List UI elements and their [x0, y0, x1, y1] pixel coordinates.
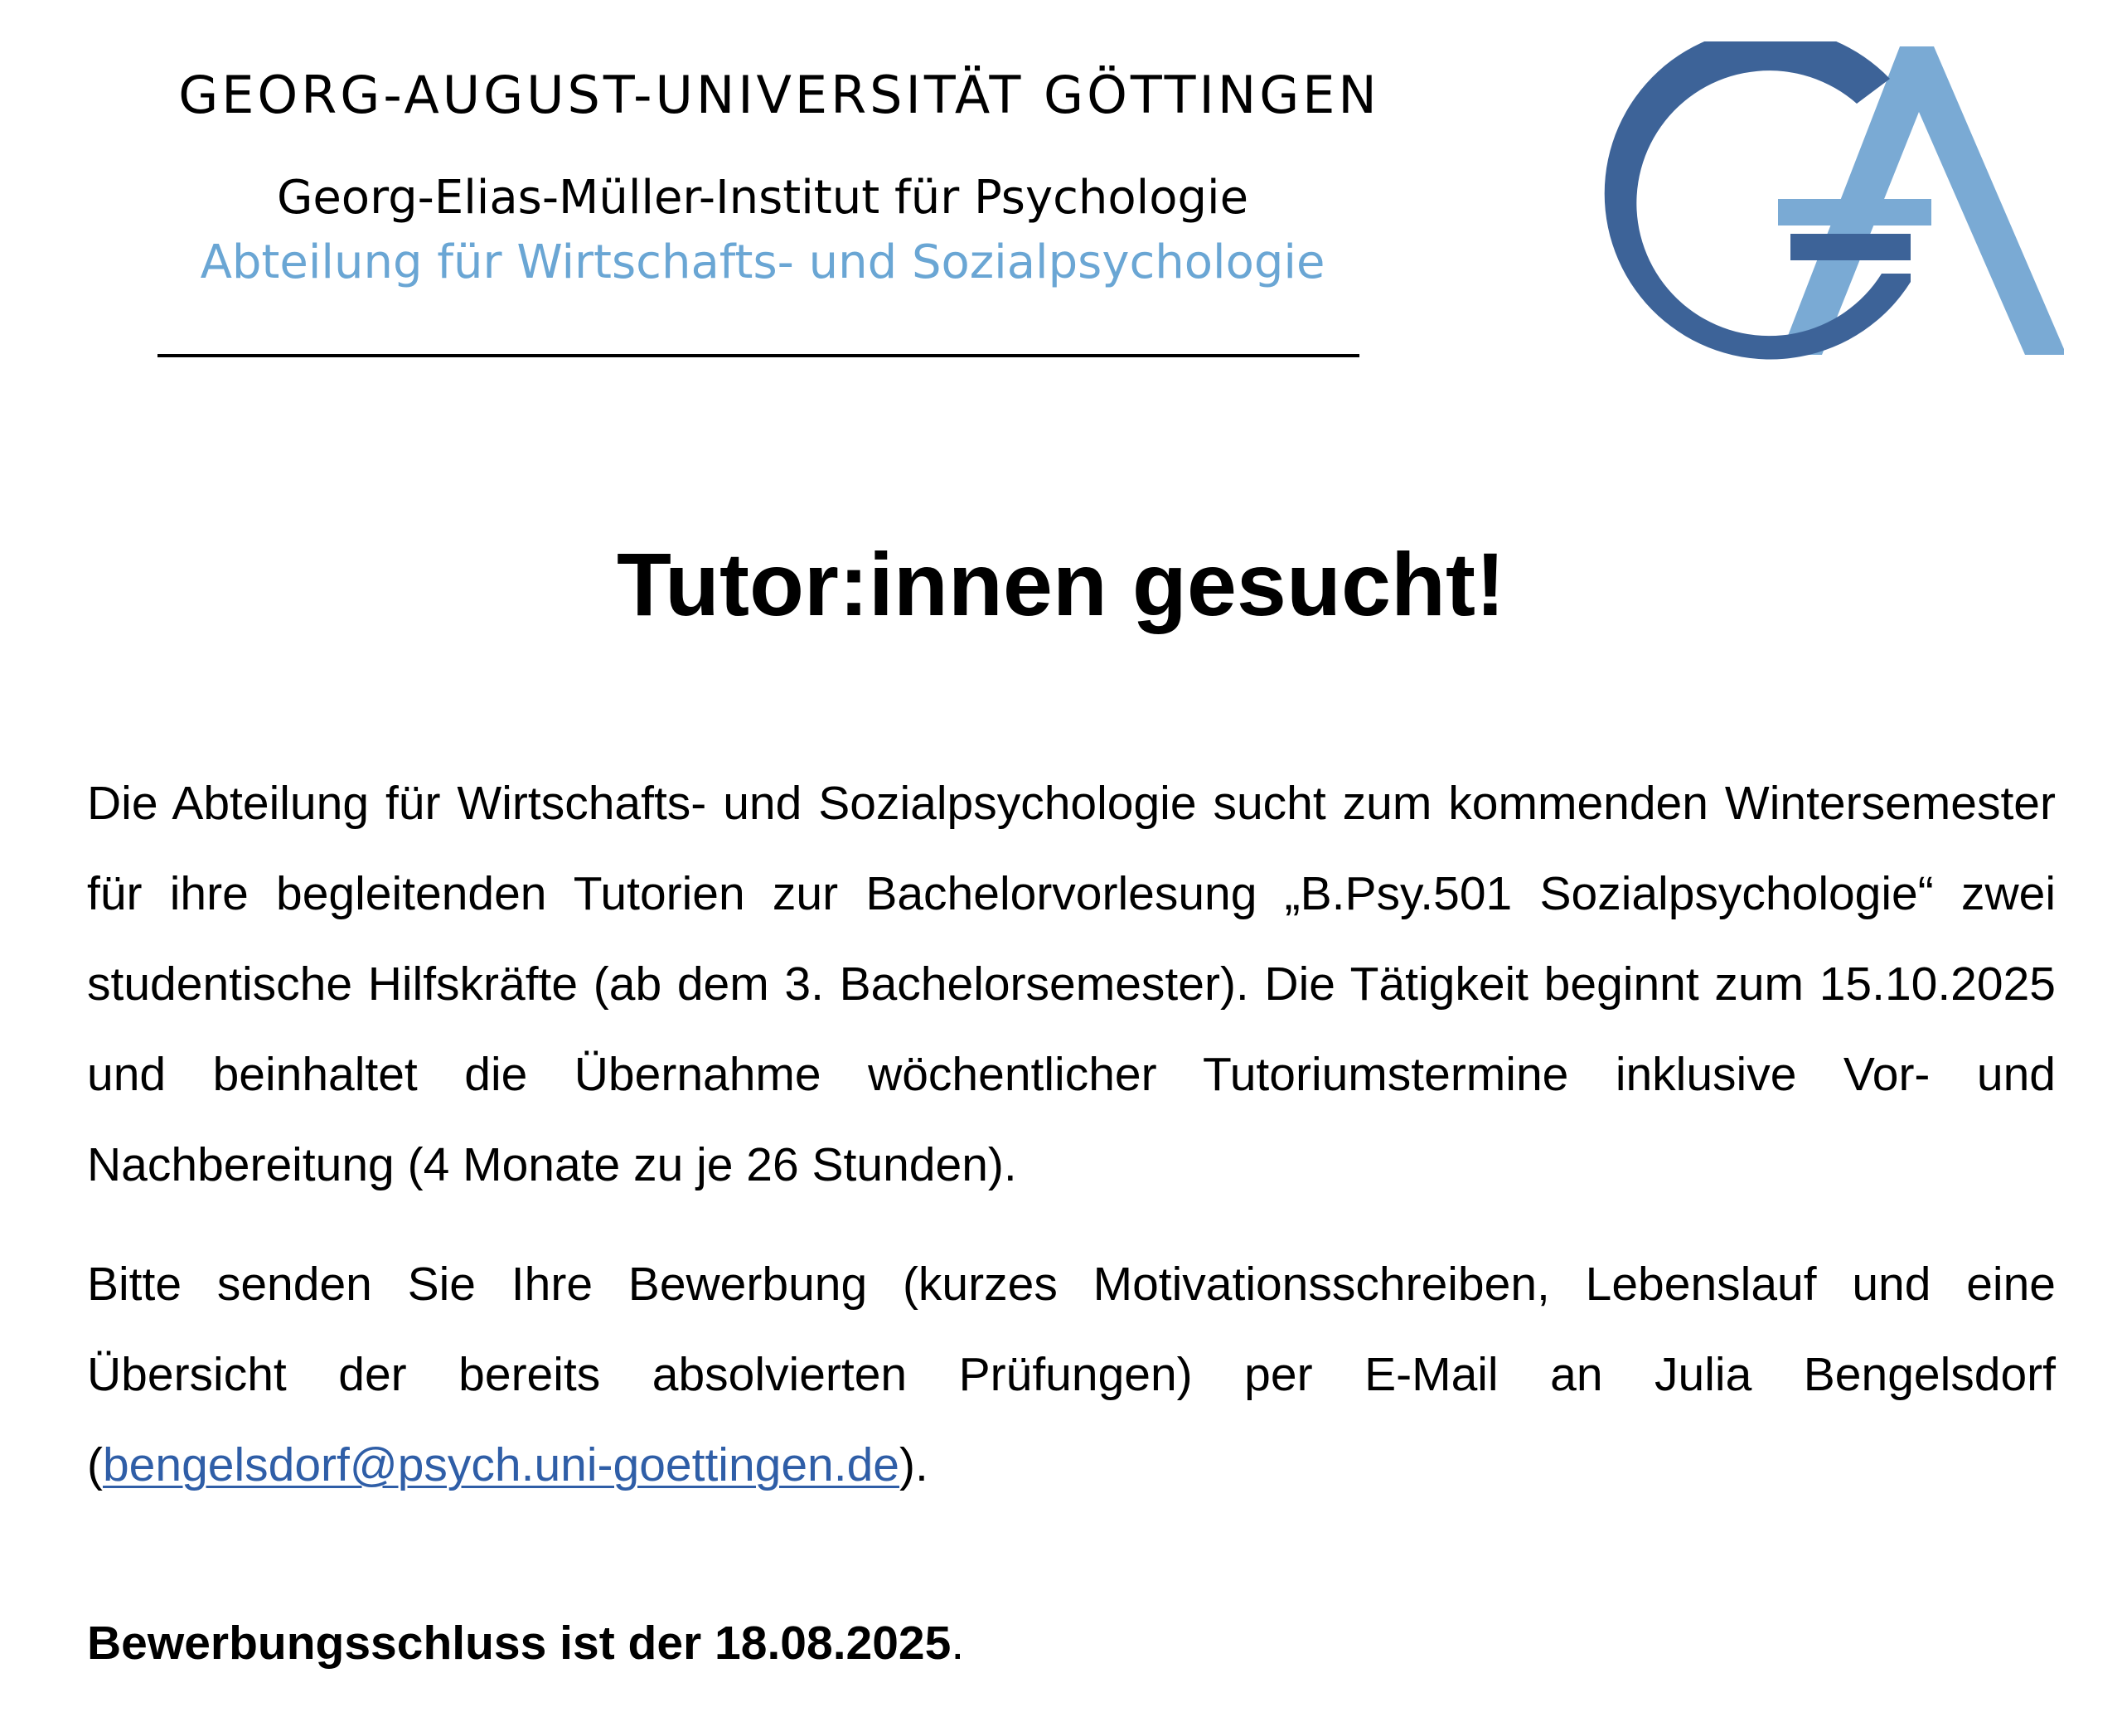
deadline-punct: .	[951, 1617, 965, 1670]
email-open-paren: (	[87, 1438, 103, 1491]
application-text: Bitte senden Sie Ihre Bewerbung (kurzes Motivationsschreiben, Lebenslauf und eine Übersicht der bereits absolvierten Prüfungen) per E-Mail an Julia Bengelsdorf	[87, 1258, 2056, 1401]
deadline-text: Bewerbungsschluss ist der 18.08.2025	[87, 1617, 952, 1670]
header-divider	[157, 354, 1359, 357]
page-title: Tutor:innen gesucht!	[617, 534, 1505, 634]
email-close-paren: ).	[899, 1438, 928, 1491]
institute-name: Georg-Elias-Müller-Institut für Psychologie	[276, 171, 1249, 225]
deadline-notice	[87, 1598, 2056, 1689]
ga-university-logo-icon	[1583, 41, 2064, 406]
contact-email-link[interactable]: bengelsdorf@psych.uni-goettingen.de	[102, 1438, 899, 1491]
description-paragraph: Die Abteilung für Wirtschafts- und Sozialpsychologie sucht zum kommenden Wintersemester für ihre begleitenden Tutorien zur Bachelorvorlesung „B.Psy.501 Sozialpsychologie“ zwei studentische Hilfskräfte (ab dem 3. Bachelorsemester). Die Tätigkeit beginnt zum 15.10.2025 und beinhaltet die Übernahme wöchentlicher Tutoriumstermine inklusive Vor- und Nachbereitung (4 Monate zu je 26 Stunden).	[87, 777, 2056, 1191]
logo-a-crossbar	[1778, 199, 1931, 225]
logo-g-bar	[1790, 234, 1911, 260]
department-name: Abteilung für Wirtschafts- und Sozialpsychologie	[200, 235, 1325, 289]
university-name: GEORG-AUGUST-UNIVERSITÄT GÖTTINGEN	[178, 65, 1380, 125]
application-paragraph	[87, 1239, 2056, 1511]
